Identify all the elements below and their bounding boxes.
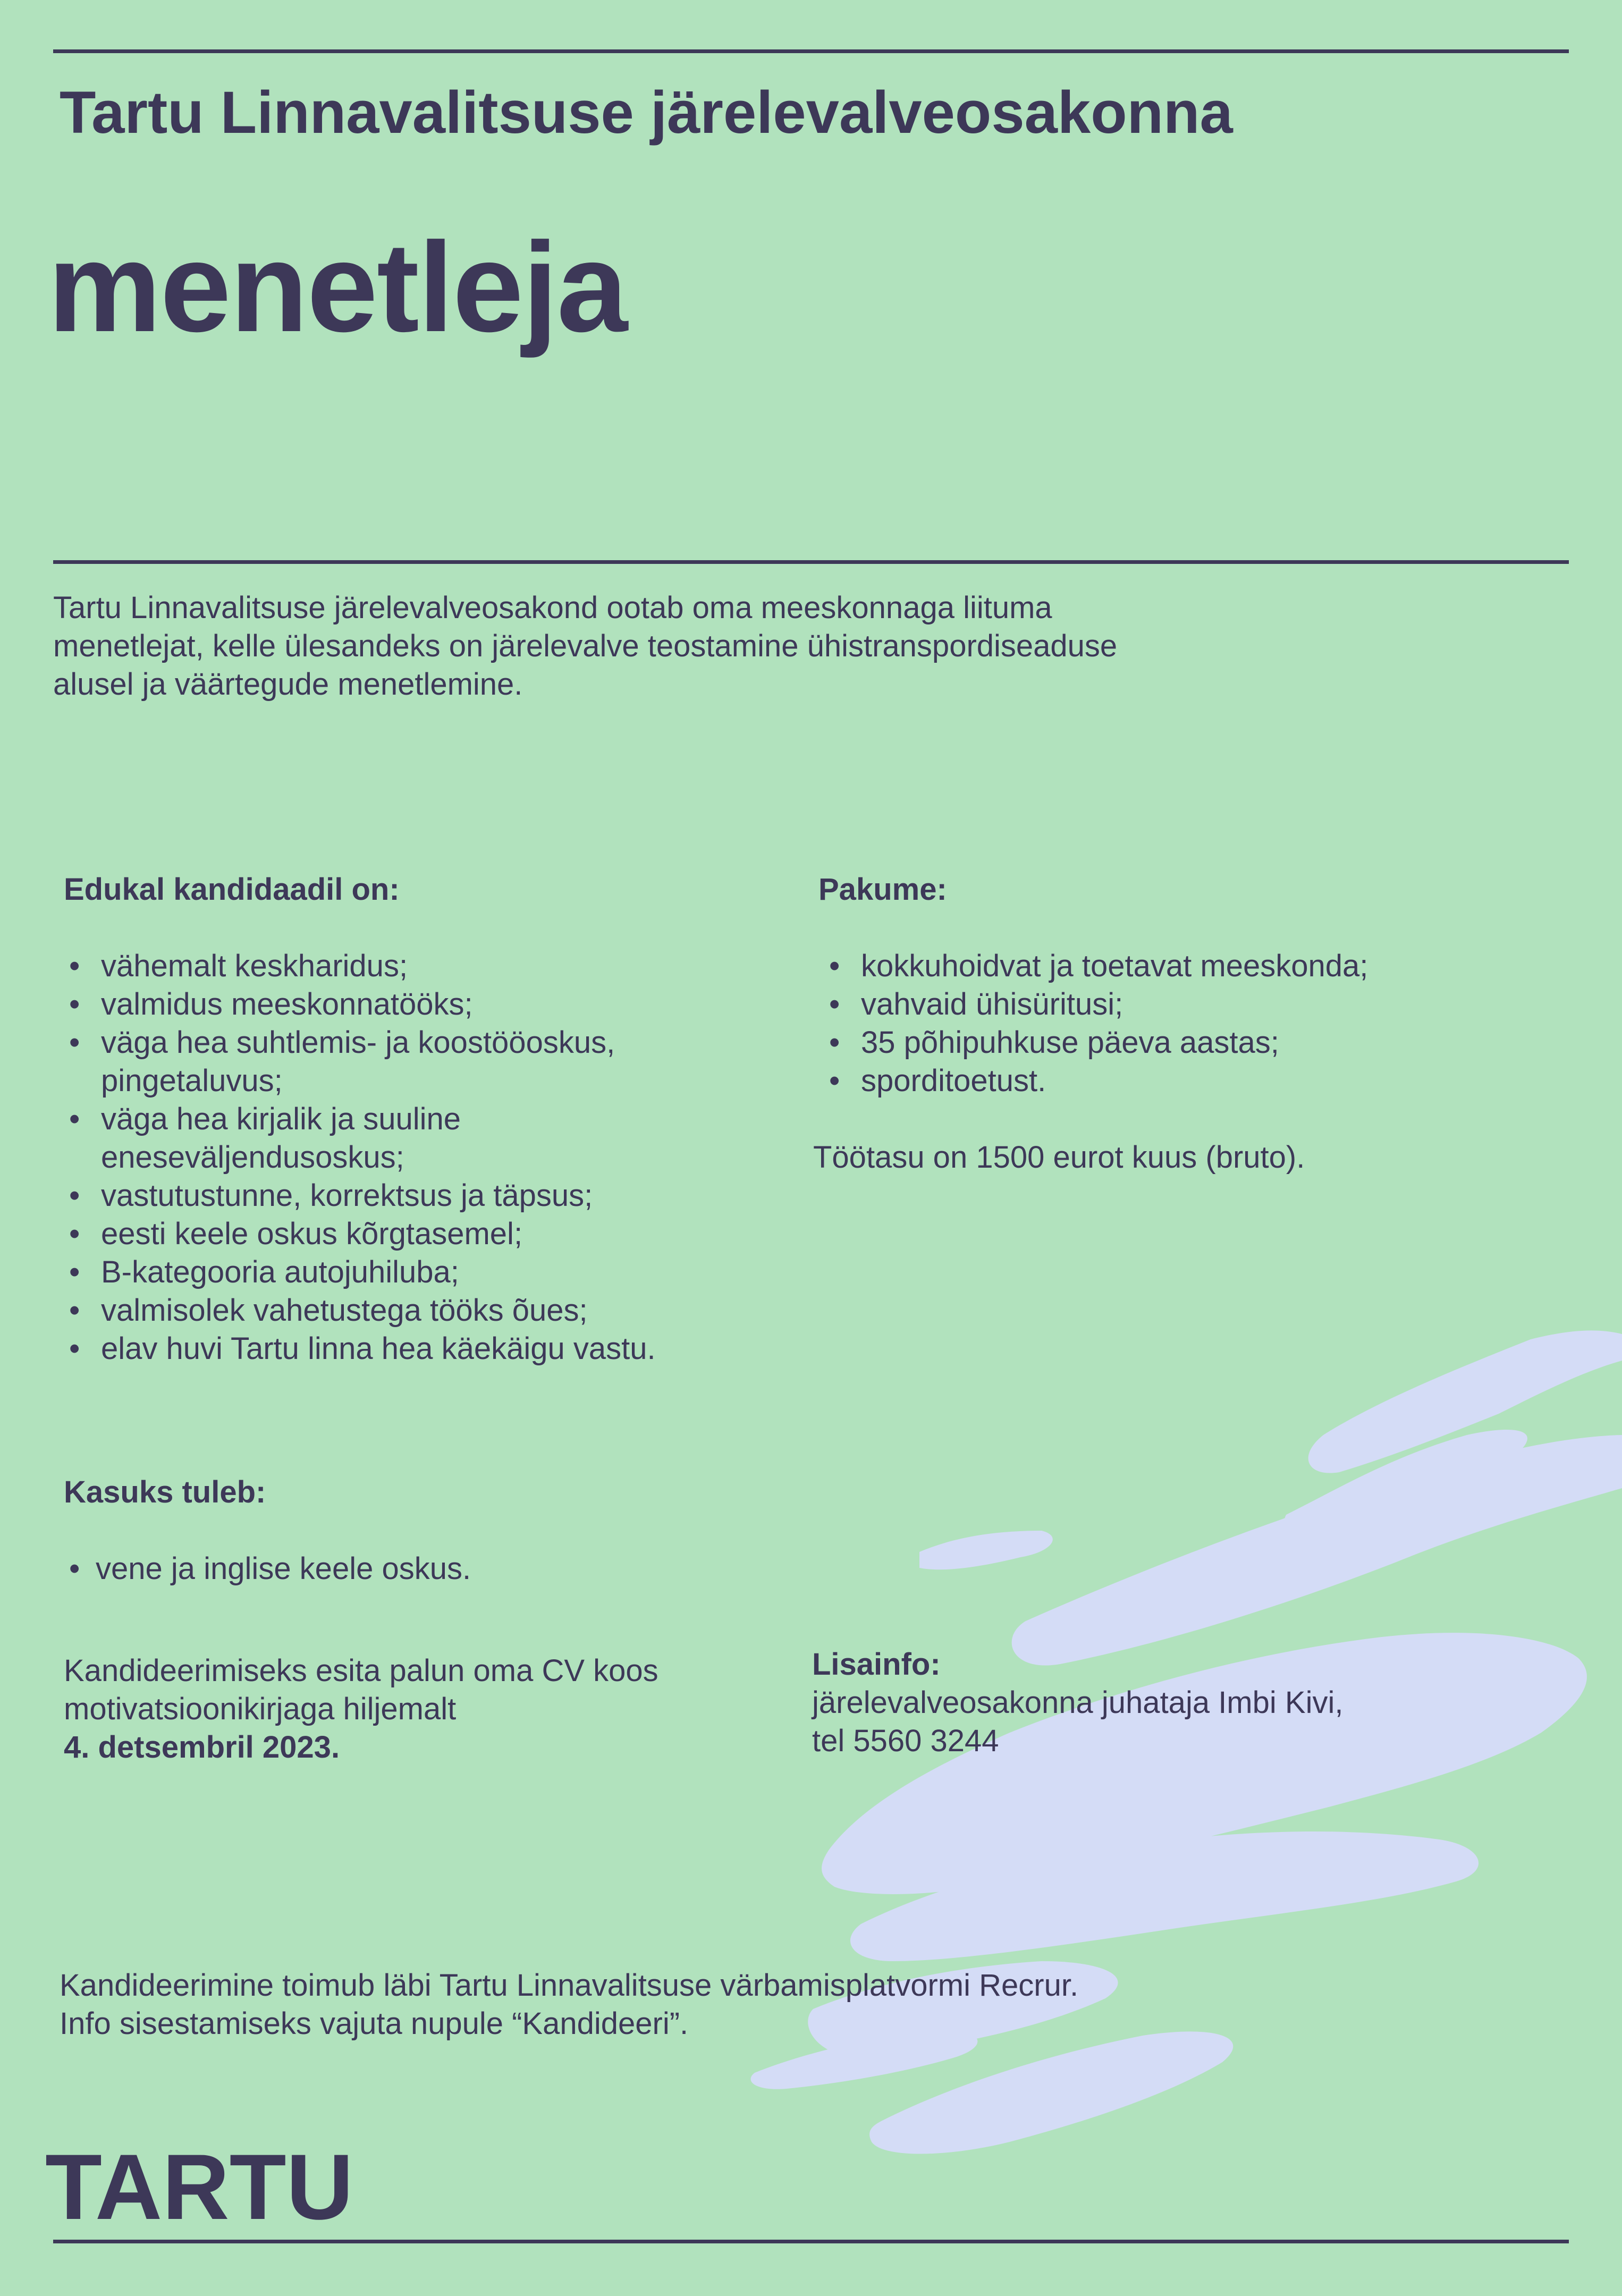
offer-list [824,947,1368,1100]
list-item-line: eneseväljendusoskus; [101,1140,404,1175]
bonus-heading: Kasuks tuleb: [64,1475,266,1509]
requirements-heading: Edukal kandidaadil on: [64,872,400,907]
intro-paragraph [53,589,1329,704]
section-rule [53,560,1569,564]
list-item: • eesti keele oskus kõrgtasemel; [64,1215,656,1253]
offer-heading: Pakume: [818,872,947,907]
contact-person: järelevalveosakonna juhataja Imbi Kivi, [812,1685,1344,1720]
intro-line: alusel ja väärtegude menetlemine. [53,667,523,702]
deadline-date: 4. detsembril 2023. [64,1730,340,1765]
list-item: • valmisolek vahetustega tööks õues; [64,1292,656,1330]
list-item: • vene ja inglise keele oskus. [64,1550,471,1588]
salary-text: Töötasu on 1500 eurot kuus (bruto). [813,1140,1305,1175]
list-item: • kokkuhoidvat ja toetavat meeskonda; [824,947,1368,985]
tartu-logo [45,2147,364,2227]
list-item: • valmidus meeskonnatööks; [64,985,656,1024]
job-subtitle: Tartu Linnavalitsuse järelevalveosakonna [60,79,1233,146]
bonus-list [64,1550,471,1588]
top-rule [53,49,1569,53]
note-line: Info sisestamiseks vajuta nupule “Kandideeri”. [60,2006,689,2041]
apply-line: Kandideerimiseks esita palun oma CV koos [64,1653,658,1688]
contact-heading: Lisainfo: [812,1647,941,1682]
list-item: • B-kategooria autojuhiluba; [64,1253,656,1292]
list-item: • elav huvi Tartu linna hea käekäigu vastu. [64,1330,656,1368]
list-item [64,1024,656,1100]
requirements-list [64,947,656,1368]
list-item: • sporditoetust. [824,1062,1368,1100]
list-item [64,1100,656,1177]
apply-line: motivatsioonikirjaga hiljemalt [64,1692,457,1726]
list-item-line: • väga hea suhtlemis- ja koostööoskus, [101,1025,615,1060]
intro-line: menetlejat, kelle ülesandeks on järelevalve teostamine ühistranspordiseaduse [53,629,1118,663]
list-item-line: pingetaluvus; [101,1063,283,1098]
apply-instructions [64,1652,658,1767]
list-item: • vastutustunne, korrektsus ja täpsus; [64,1177,656,1215]
offer-section [813,871,1368,1177]
tartu-logo-text: TARTU [45,2147,353,2227]
note-line: Kandideerimine toimub läbi Tartu Linnavalitsuse värbamisplatvormi Recrur. [60,1968,1079,2003]
bonus-section [64,1473,471,1588]
contact-info [812,1645,1343,1760]
application-note [60,1966,1078,2043]
contact-phone: tel 5560 3244 [812,1724,999,1758]
list-item-line: • väga hea kirjalik ja suuline [101,1102,461,1136]
requirements-section [64,871,656,1368]
list-item: • 35 põhipuhkuse päeva aastas; [824,1024,1368,1062]
job-title: menetleja [48,216,627,358]
list-item: • vähemalt keskharidus; [64,947,656,985]
list-item: • vahvaid ühisüritusi; [824,985,1368,1024]
intro-line: Tartu Linnavalitsuse järelevalveosakond ootab oma meeskonnaga liituma [53,590,1052,625]
bottom-rule [53,2240,1569,2243]
